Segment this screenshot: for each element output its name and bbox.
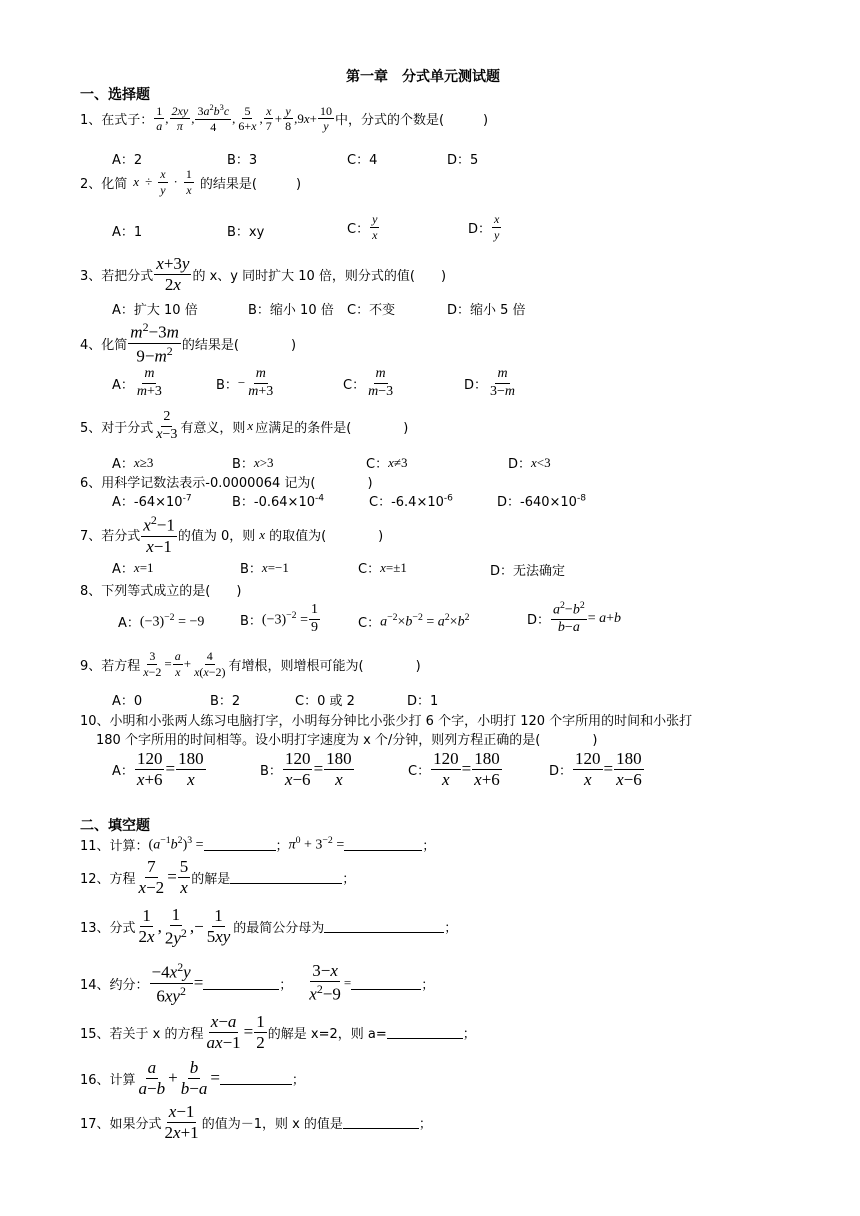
q7-option-d: D：无法确定 (490, 564, 566, 579)
q6-option-b: B：$-0.64\times 10^{-4}$ (232, 493, 325, 510)
q3-tail: 的 x、y 同时扩大 10 倍，则分式的值( ) (192, 268, 447, 284)
q11-blank-2[interactable] (344, 838, 422, 851)
q5-option-a: A： x ≥3 (112, 454, 154, 472)
q10-option-d: D： $\frac{120}{x}$ = $\frac{180}{x-6}$ (549, 749, 642, 789)
q3-option-d: D：缩小 5 倍 (447, 303, 526, 318)
frac-x3y-2x: $\frac{x+3y}{2x}$ (156, 254, 190, 294)
q1-tail: 中，分式的个数是( ) (334, 113, 489, 129)
q2-stem: 2、化简 (80, 176, 128, 192)
q11-blank-1[interactable] (204, 838, 276, 851)
q8-option-d: D： $\frac{a^2-b^2}{b-a}$ = a+b (527, 600, 622, 636)
q14-stem: 14、约分： (80, 977, 149, 993)
q3-option-a: A：扩大 10 倍 (112, 303, 198, 318)
q8-option-b: B： $(-3)^{-2}$ = $\frac{1}{9}$ (240, 602, 318, 635)
q17-stem: 17、如果分式 (80, 1116, 162, 1132)
q3-option-b: B：缩小 10 倍 (248, 303, 334, 318)
q4-option-b: B： − $\frac{m}{m+3}$ (216, 366, 274, 399)
q15-stem: 15、若关于 x 的方程 (80, 1026, 204, 1042)
q3-option-c: C：不变 (347, 303, 396, 318)
q2-option-b: B：xy (227, 225, 265, 240)
q2-tail: 的结果是( ) (199, 176, 302, 192)
q4-option-d: D： $\frac{m}{3-m}$ (464, 366, 516, 399)
frac-x-7: $\frac{x}{7}$ (265, 103, 272, 134)
q7-option-b: B： x =−1 (240, 559, 289, 577)
section-choice-heading: 一、选择题 (80, 87, 150, 103)
question-10-line1: 10、小明和小张两人练习电脑打字，小明每分钟比小张少打 6 个字，小明打 120 个字所用的时间和小张打 (80, 714, 693, 729)
q4-tail: 的结果是( ) (181, 337, 297, 353)
q5-option-b: B： x >3 (232, 454, 274, 472)
q1-option-b: B：3 (227, 153, 258, 168)
q1-option-d: D：5 (447, 153, 479, 168)
q2-option-c: C： $\frac{y}{x}$ (347, 212, 378, 242)
q10-option-b: B： $\frac{120}{x-6}$ = $\frac{180}{x}$ (260, 749, 352, 789)
q6-option-c: C：$-6.4\times 10^{-6}$ (369, 493, 453, 510)
q7-stem: 7、若分式 (80, 529, 141, 545)
q7-option-a: A： x =1 (112, 559, 154, 577)
q9-option-b: B：2 (210, 694, 241, 709)
q6-option-a: A：$-64\times 10^{-7}$ (112, 493, 192, 510)
question-14: 14、约分： $\frac{-4x^2y}{6xy^2}$ = ； $\frac{3-x}{x^2-9}$ = ； (80, 960, 435, 1006)
question-10-line2: 180 个字所用的时间相等。设小明打字速度为 x 个/分钟，则列方程正确的是( ) (96, 733, 598, 748)
q10-option-a: A： $\frac{120}{x+6}$ = $\frac{180}{x}$ (112, 749, 204, 789)
frac-2-x-3: $\frac{2}{x-3}$ (156, 409, 178, 442)
frac-m2-3m-9-m2: $\frac{m^2-3m}{9-m^2}$ (130, 320, 179, 366)
q16-stem: 16、计算 (80, 1072, 136, 1088)
q2-option-d: D： $\frac{x}{y}$ (468, 212, 500, 242)
q7-option-c: C： x =±1 (358, 559, 407, 577)
frac-y-8: $\frac{y}{8}$ (285, 103, 292, 134)
q4-stem: 4、化简 (80, 337, 128, 353)
q8-option-c: C： $a^{-2}\times b^{-2} = a^2\times b^2$ (358, 612, 470, 631)
q14-blank-2[interactable] (351, 977, 421, 990)
question-2: 2、化简 x ÷ $\frac{x}{y}$ · $\frac{1}{x}$ 的结果是( ) (80, 167, 302, 197)
frac-x-y: $\frac{x}{y}$ (160, 167, 166, 197)
question-11: 11、计算： $(a^{-1}b^2)^3$ = ； $\pi^0 + 3^{-2}$ = ； (80, 834, 436, 854)
question-13: 13、分式 $\frac{1}{2x}$ , $\frac{1}{2y^2}$ ,− $\frac{1}{5xy}$ 的最简公分母为 ； (80, 905, 458, 948)
q1-stem: 1、在式子： (80, 113, 154, 129)
q2-option-a: A：1 (112, 225, 143, 240)
frac-1-x: $\frac{1}{x}$ (185, 167, 192, 197)
q12-stem: 12、方程 (80, 871, 136, 887)
q5-stem: 5、对于分式 (80, 420, 154, 436)
q1-option-c: C：4 (347, 153, 378, 168)
question-9: 9、若方程 $\frac{3}{x-2}$ = $\frac{a}{x}$ + $\frac{4}{x(x-2)}$ 有增根，则增根可能为( ) (80, 649, 421, 679)
q4-option-a: A： $\frac{m}{m+3}$ (112, 366, 162, 399)
q10-option-c: C： $\frac{120}{x}$ = $\frac{180}{x+6}$ (408, 749, 500, 789)
frac-4-xx-2: $\frac{4}{x(x-2)}$ (194, 649, 226, 679)
question-3 (80, 255, 446, 294)
q9-option-a: A：0 (112, 694, 143, 709)
question-5: 5、对于分式 $\frac{2}{x-3}$ 有意义，则 x 应满足的条件是( ) (80, 409, 409, 442)
q1-option-a: A：2 (112, 153, 143, 168)
q9-option-d: D：1 (407, 694, 439, 709)
frac-3a2b3c-4: $\frac{3a^2b^3c}{4}$ (197, 103, 230, 134)
frac-10-y: $\frac{10}{y}$ (319, 103, 332, 134)
question-12: 12、方程 $\frac{7}{x-2}$ = $\frac{5}{x}$ 的解是 ； (80, 857, 356, 897)
q5-option-c: C： x ≠3 (366, 454, 408, 472)
q9-option-c: C：0 或 2 (295, 694, 355, 709)
frac-3-x-2: $\frac{3}{x-2}$ (143, 649, 162, 679)
question-8: 8、下列等式成立的是( ) (80, 584, 242, 599)
question-17: 17、如果分式 $\frac{x-1}{2x+1}$ 的值为－1，则 x 的值是 ； (80, 1102, 432, 1142)
q14-blank-1[interactable] (203, 977, 279, 990)
question-4 (80, 321, 296, 365)
q4-option-c: C： $\frac{m}{m-3}$ (343, 366, 394, 399)
q9-stem: 9、若方程 (80, 658, 141, 674)
q8-option-a: A： $(-3)^{-2} = -9$ (118, 612, 205, 631)
q16-blank[interactable] (220, 1072, 292, 1085)
q13-stem: 13、分式 (80, 921, 136, 937)
q5-option-d: D： x <3 (508, 454, 551, 472)
question-1: 1、在式子： $\frac{1}{a}$ , $\frac{2xy}{\pi}$ , $\frac{3a^2b^3c}{4}$ , $\frac{5}{6+x}$ , $\frac{x}{7}$ + $\frac{y}{8}$ ,9 x + $\frac{10}{y}$ 中，分式的个数是( ) (80, 103, 489, 134)
frac-x2-1-x-1: $\frac{x^2-1}{x-1}$ (143, 513, 175, 556)
q9-tail: 有增根，则增根可能为( ) (228, 658, 421, 674)
q12-blank[interactable] (230, 871, 342, 884)
page-title: 第一章 分式单元测试题 (346, 69, 500, 85)
frac-2xy-pi: $\frac{2xy}{\pi}$ (171, 103, 189, 134)
question-16: 16、计算 $\frac{a}{a-b}$ + $\frac{b}{b-a}$ = ； (80, 1058, 305, 1098)
frac-a-x: $\frac{a}{x}$ (174, 649, 181, 679)
q13-blank[interactable] (324, 920, 444, 933)
q15-blank[interactable] (387, 1026, 463, 1039)
q11-stem: 11、计算： (80, 838, 149, 854)
q3-stem: 3、若把分式 (80, 268, 154, 284)
question-6: 6、用科学记数法表示-0.0000064 记为( ) (80, 476, 373, 491)
question-7: 7、若分式 $\frac{x^2-1}{x-1}$ 的值为 0，则 x 的取值为( ) (80, 513, 384, 556)
q6-option-d: D：$-640\times 10^{-8}$ (497, 493, 587, 510)
q17-blank[interactable] (343, 1116, 419, 1129)
frac-5-6x: $\frac{5}{6+x}$ (238, 103, 257, 134)
section-fill-heading: 二、填空题 (80, 818, 150, 834)
question-15: 15、若关于 x 的方程 $\frac{x-a}{ax-1}$ = $\frac{1}{2}$ 的解是 x=2，则 a= ； (80, 1012, 476, 1052)
frac-1-a: $\frac{1}{a}$ (156, 103, 163, 134)
